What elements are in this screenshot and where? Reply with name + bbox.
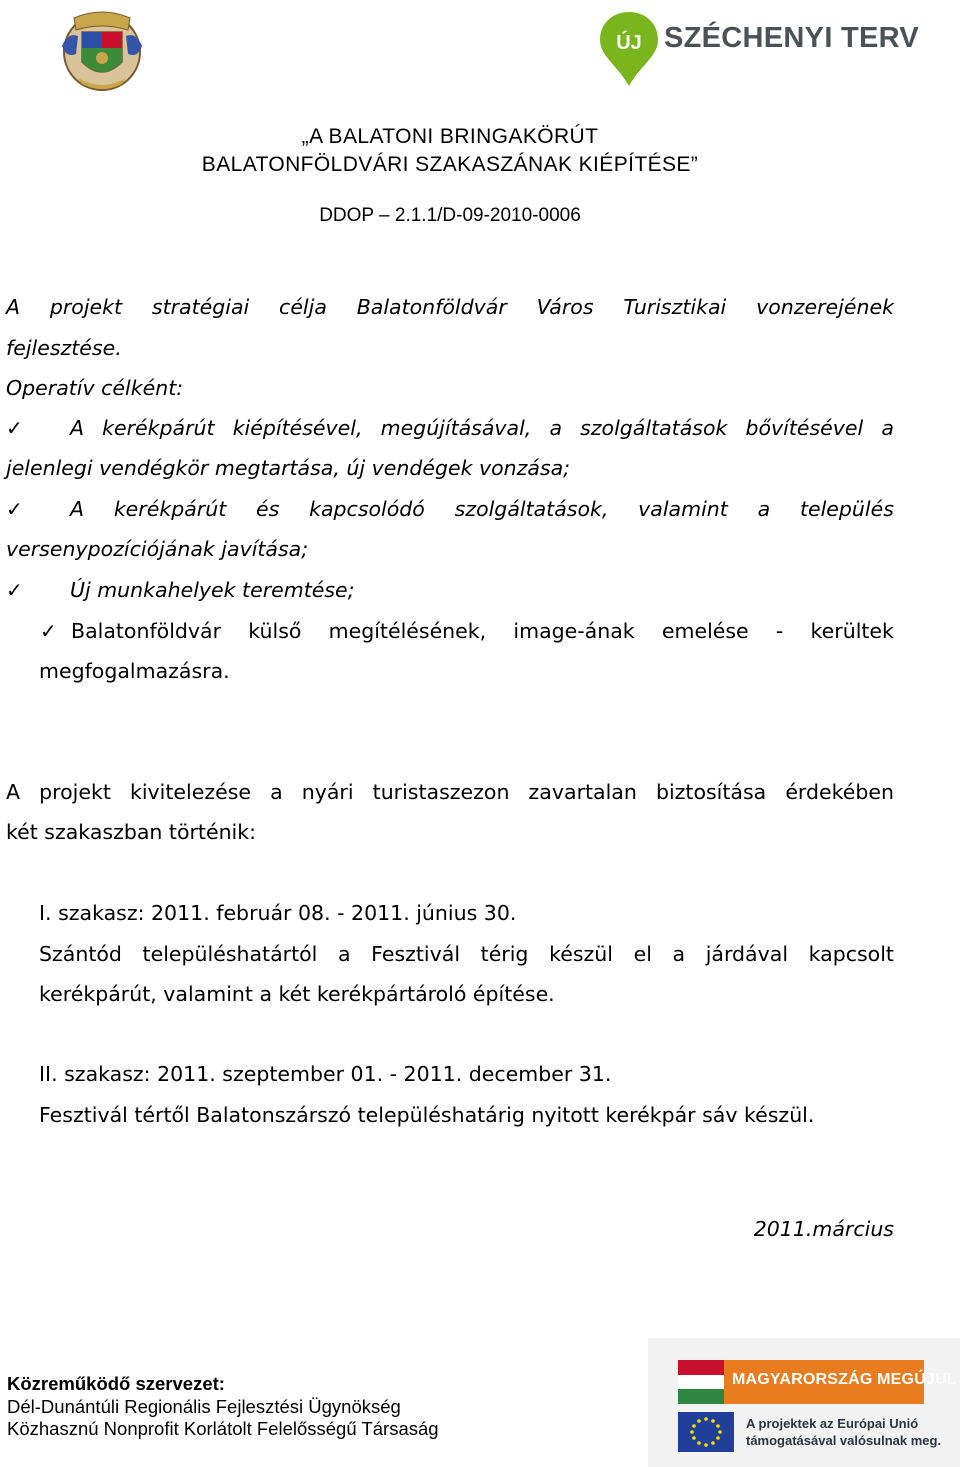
checkmark-icon: ✓	[6, 416, 23, 440]
phase-2-line-1: Fesztivál tértől Balatonszárszó településhatárig nyitott kerékpár sáv készül.	[39, 1103, 815, 1127]
coat-of-arms-logo	[54, 6, 150, 92]
goal-2-line-2: versenypozíciójának javítása;	[6, 537, 309, 561]
goal-3: Új munkahelyek teremtése;	[70, 578, 355, 602]
intro-line-1: A projekt stratégiai célja Balatonföldvár Város Turisztikai vonzerejének	[6, 295, 894, 319]
goal-2-line-1: A kerékpárút és kapcsolódó szolgáltatások, valamint a település	[70, 497, 894, 521]
hungarian-flag-icon	[678, 1360, 724, 1404]
goal-1-line-2: jelenlegi vendégkör megtartása, új vendégek vonzása;	[6, 456, 571, 480]
intro-line-2: fejlesztése.	[6, 336, 122, 360]
goal-1-line-1: A kerékpárút kiépítésével, megújításával, a szolgáltatások bővítésével a	[70, 416, 894, 440]
title-line-2: BALATONFÖLDVÁRI SZAKASZÁNAK KIÉPÍTÉSE”	[201, 153, 699, 176]
footer-label: Közreműködő szervezet:	[7, 1373, 225, 1394]
checkmark-icon: ✓	[6, 578, 23, 602]
goal-4-line-2: megfogalmazásra.	[39, 659, 230, 683]
logo-text: SZÉCHENYI TERV	[664, 22, 920, 54]
uj-szechenyi-terv-logo	[598, 10, 920, 88]
banner-eu-line-2: támogatásával valósulnak meg.	[746, 1433, 942, 1448]
map-pin-icon	[598, 10, 660, 88]
eu-flag-icon	[678, 1412, 734, 1452]
checkmark-icon: ✓	[40, 619, 57, 643]
checkmark-icon: ✓	[6, 497, 23, 521]
banner-title: MAGYARORSZÁG MEGÚJUL	[732, 1371, 957, 1388]
implementation-line-2: két szakaszban történik:	[6, 820, 257, 844]
intro-line-3: Operatív célként:	[6, 376, 184, 400]
phase-1-line-2: kerékpárút, valamint a két kerékpártároló építése.	[39, 982, 555, 1006]
eu-funding-banner	[648, 1338, 960, 1467]
phase-1-line-1: Szántód településhatártól a Fesztivál térig készül el a járdával kapcsolt	[39, 942, 894, 966]
project-code: DDOP – 2.1.1/D-09-2010-0006	[319, 205, 581, 226]
logo-prefix: ÚJ	[616, 32, 642, 54]
implementation-line-1: A projekt kivitelezése a nyári turistaszezon zavartalan biztosítása érdekében	[6, 780, 894, 804]
footer-org-line-2: Közhasznú Nonprofit Korlátolt Felelősségű Társaság	[7, 1418, 439, 1439]
footer-org-line-1: Dél-Dunántúli Regionális Fejlesztési Ügynökség	[7, 1396, 401, 1417]
banner-eu-line-1: A projektek az Európai Unió	[746, 1416, 919, 1431]
document-date: 2011.március	[753, 1217, 894, 1241]
goal-4-line-1: Balatonföldvár külső megítélésének, image-ának emelése - kerültek	[71, 619, 894, 643]
phase-1-heading: I. szakasz: 2011. február 08. - 2011. június 30.	[39, 901, 517, 925]
title-line-1: „A BALATONI BRINGAKÖRÚT	[301, 125, 599, 148]
phase-2-heading: II. szakasz: 2011. szeptember 01. - 2011. december 31.	[39, 1062, 612, 1086]
